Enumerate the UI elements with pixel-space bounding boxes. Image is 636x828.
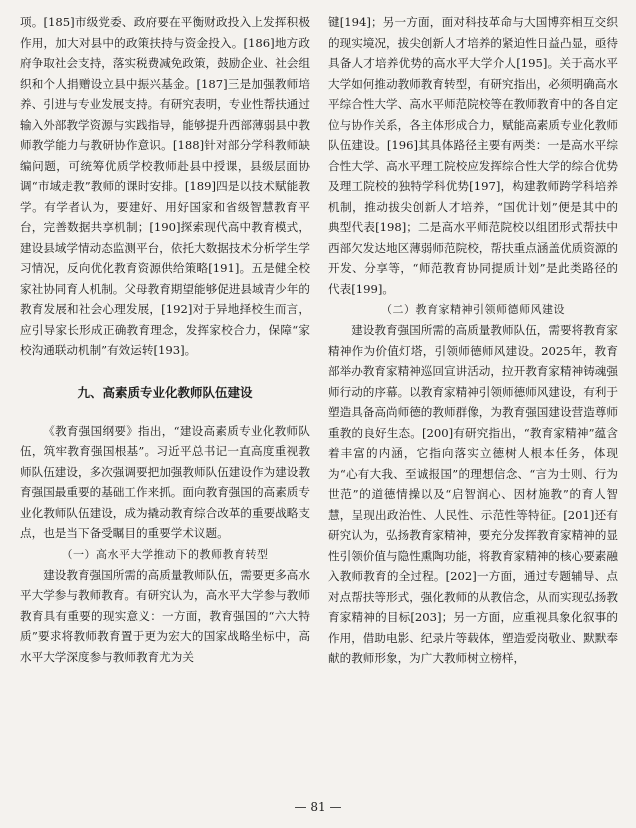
left-paragraph-intro: 《教育强国纲要》指出，“建设高素质专业化教师队伍，筑牢教育强国根基”。习近平总书记一直高度重视教师队伍建设，多次强调要把加强教师队伍建设作为建设教育强国最重要的基础工作来抓。面向教育强国的高素质专业化教师队伍建设，成为撬动教育综合改革的重要战略支点，也是当下备受瞩目的重要学术议题。 [20, 423, 310, 540]
right-paragraph-continued: 键[194]；另一方面，面对科技革命与大国博弈相互交织的现实境况，拔尖创新人才培养的紧迫性日益凸显，亟待具备人才培养优势的高水平大学介人[195]。关于高水平大学如何推动教师教育转型，有研究指出，必须明确高水平综合性大学、高水平师范院校等在教师教育中的各自定位与协作关系，各主体形成合力，赋能高素质专业化教师队伍建设。[196]其具体路径主要有两类：一是高水平综合性大学、高水平理工院校应发挥综合性大学的综合优势及理工院校的独特学科优势[197]，构建教师跨学科培养机制，推动拔尖创新人才培养，“国优计划”便是其中的典型代表[198]；二是高水平师范院校以组团形式帮扶中西部欠发达地区薄弱师范院校，帮扶重点涵盖优质资源的开发、分享等，“师范教育协同提质计划”是此类路径的代表[199]。 [328, 15, 618, 296]
subsection-title-1: （一）高水平大学推动下的教师教育转型 [61, 547, 269, 561]
right-paragraph-subsection-2: 建设教育强国所需的高质量教师队伍，需要将教育家精神作为价值灯塔，引领师德师风建设。2025年，教育部举办教育家精神巡回宣讲活动，拉开教育家精神铸魂强师行动的序幕。以教育家精神引领师德师风建设，有利于塑造具备高尚师德的教师群像，为教育强国建设营造尊师重教的良好生态。[200]有研究指出，“教育家精神”蕴含着丰富的内涵，它指向落实立德树人根本任务，体现为“心有大我、至诚报国”的理想信念、“言为士则、行为世范”的道德情操以及“启智润心、因材施教”的育人智慧，呈现出政治性、人民性、示范性等特征。[201]还有研究认为，弘扬教育家精神，要充分发挥教育家精神的显性引领价值与隐性熏陶功能，将教育家精神的核心要素融入教师教育的全过程。[202]一方面，通过专题辅导、点对点帮扶等形式，强化教师的从教信念，从而实现弘扬教育家精神的目标[203]；另一方面，应重视具象化叙事的作用，借助电影、纪录片等载体，塑造爱岗敬业、默默奉献的教师形象，为广大教师树立榜样， [328, 323, 618, 665]
left-paragraph-continued: 项。[185]市级党委、政府要在平衡财政投入上发挥积极作用，加大对县中的政策扶持与资金投入。[186]地方政府争取社会支持，落实税费减免政策，鼓励企业、社会组织和个人捐赠设立县中振兴基金。[187]三是加强教师培养、引进与专业发展支持。有研究表明，专业性帮扶通过输入外部教学资源与实践指导，能够提升西部薄弱县中教师教学能力与教研协作意识。[188]针对部分学科教师缺编问题，可统筹优质学校教师赴县中授课，县级层面协调“市域走教”教师的课时安排。[189]四是以技术赋能教学。有学者认为，要建好、用好国家和省级智慧教育平台，完善数据共享机制；[190]探索现代高中教育模式，建设县域学情动态监测平台，依托大数据技术分析学生学习情况，反向优化教育资源供给策略[191]。五是健全校家社协同育人机制。父母教育期望能够促进县域青少年的教育发展和社会心理发展，[192]对于异地择校生而言，应引导家长形成正确教育理念，发挥家校合力，保障“家校沟通联动机制”有效运转[193]。 [20, 15, 310, 357]
left-column [20, 12, 310, 667]
page-number: — 81 — [294, 800, 342, 814]
right-column [328, 12, 618, 669]
subsection-title-2: （二）教育家精神引领师德师风建设 [381, 303, 565, 316]
section-title: 九、高素质专业化教师队伍建设 [77, 384, 253, 400]
left-paragraph-subsection-1: 建设教育强国所需的高质量教师队伍，需要更多高水平大学参与教师教育。有研究认为，高水平大学参与教师教育具有重要的现实意义：一方面，教育强国的“六大特质”要求将教师教育置于更为宏大的国家战略坐标中，高水平大学深度参与教师教育尤为关 [20, 567, 310, 664]
